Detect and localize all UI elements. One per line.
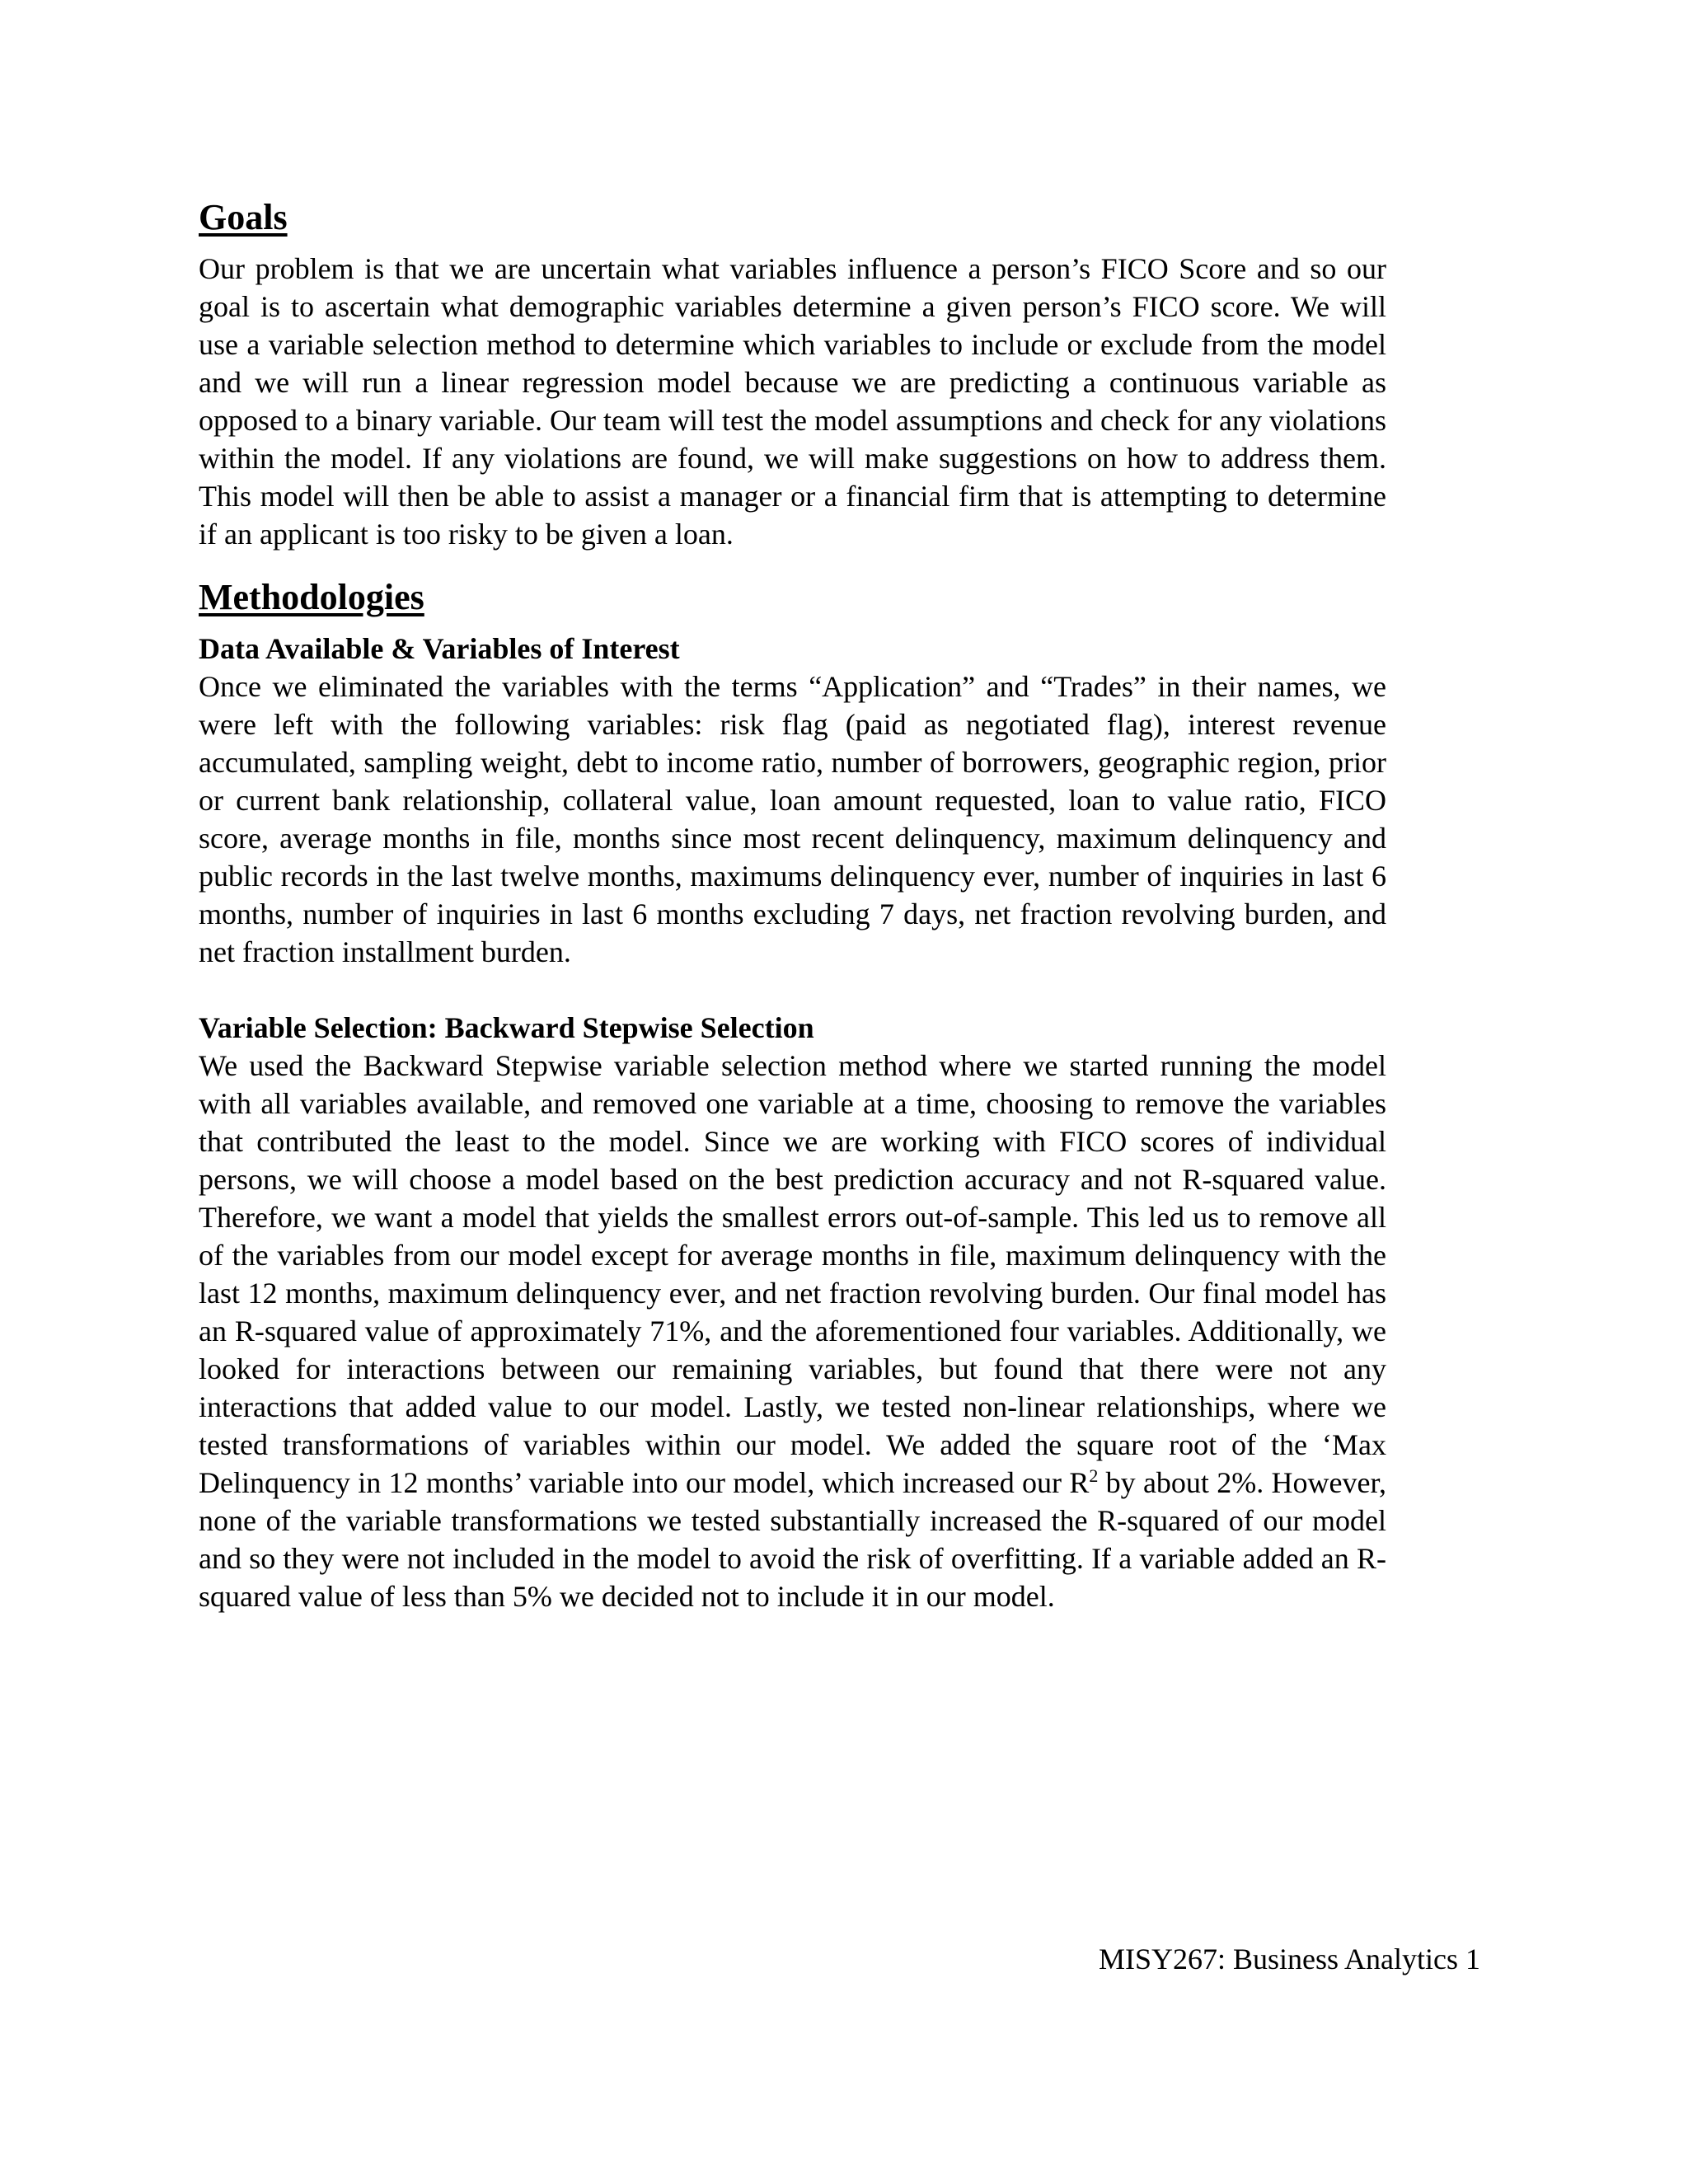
methodologies-heading: Methodologies — [199, 576, 424, 617]
data-available-paragraph: Once we eliminated the variables with the terms “Application” and “Trades” in their names, we were left with the following variables: risk flag (paid as negotiated flag), interest revenue accumulated, sampling weight, debt to income ratio, number of borrowers, geographic region, prior or current bank relationship, collateral value, loan amount requested, loan to value ratio, FICO score, average months in file, months since most recent delinquency, maximum delinquency and public records in the last twelve months, maximums delinquency ever, number of inquiries in last 6 months, number of inquiries in last 6 months excluding 7 days, net fraction revolving burden, and net fraction installment burden. — [199, 669, 1386, 968]
page-footer: MISY267: Business Analytics 1 — [1098, 1943, 1480, 1975]
variable-selection-text-part1: We used the Backward Stepwise variable selection method where we started running the model with all variables available, and removed one variable at a time, choosing to remove the variables that contributed the least to the model. Since we are working with FICO scores of individual persons, we will choose a model based on the best prediction accuracy and not R-squared value. Therefore, we want a model that yields the smallest errors out-of-sample. This led us to remove all of the variables from our model except for average months in file, maximum delinquency with the last 12 months, maximum delinquency ever, and net fraction revolving burden. Our final model has an R-squared value of approximately 71%, and the aforementioned four variables. Additionally, we looked for interactions between our remaining variables, but found that there were not any interactions that added value to our model. Lastly, we tested non-linear relationships, where we tested transformations of variables within our model. We added the square root of the ‘Max Delinquency in 12 months’ variable into our model, which increased our R — [199, 1048, 1386, 1499]
data-available-heading: Data Available & Variables of Interest — [199, 631, 680, 665]
paragraph-spacer — [199, 971, 1386, 1009]
variable-selection-text-part2: by about 2%. However, none of the variable transformations we tested substantially increased the R-squared of our model and so they were not included in the model to avoid the risk of overfitting. If a variable added an R-squared value of less than 5% we decided not to include it in our model. — [199, 1465, 1386, 1613]
r-squared-superscript: 2 — [1089, 1465, 1099, 1486]
document-page — [199, 196, 1386, 1615]
variable-selection-heading: Variable Selection: Backward Stepwise Selection — [199, 1010, 814, 1044]
variable-selection-paragraph — [199, 1047, 1386, 1615]
goals-heading: Goals — [199, 197, 288, 237]
goals-paragraph: Our problem is that we are uncertain what variables influence a person’s FICO Score and so our goal is to ascertain what demographic variables determine a given person’s FICO score. We will use a variable selection method to determine which variables to include or exclude from the model and we will run a linear regression model because we are predicting a continuous variable as opposed to a binary variable. Our team will test the model assumptions and check for any violations within the model. If any violations are found, we will make suggestions on how to address them. This model will then be able to assist a manager or a financial firm that is attempting to determine if an applicant is too risky to be given a loan. — [199, 251, 1386, 551]
